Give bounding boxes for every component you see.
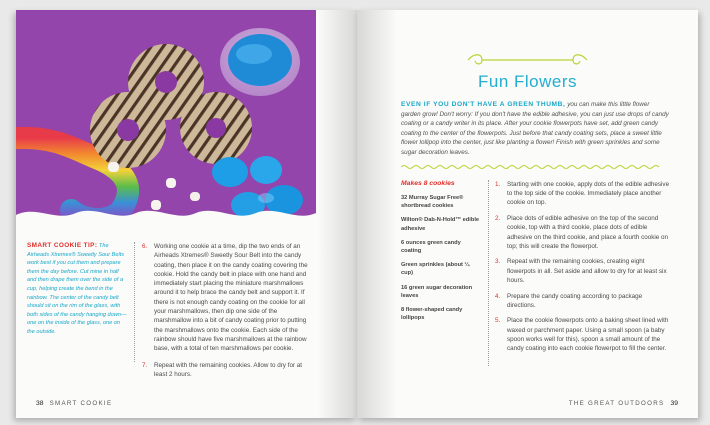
- step-item: [495, 257, 671, 285]
- page-number: 39: [670, 400, 678, 407]
- ingredient-item: 6 ounces green candy coating: [401, 239, 461, 255]
- ingredient-item: 16 green sugar decoration leaves: [401, 284, 473, 299]
- step-item: [495, 214, 671, 251]
- wavy-divider: [401, 164, 663, 170]
- recipe-intro: [401, 100, 669, 158]
- step-number: 2.: [495, 215, 501, 223]
- step-item: [142, 242, 310, 354]
- step-number: 6.: [142, 243, 148, 250]
- recipe-title: Fun Flowers: [477, 72, 578, 91]
- left-page: [16, 10, 357, 418]
- smart-cookie-tip: [27, 242, 127, 337]
- step-text: Repeat with the remaining cookies, creating eight flowerpots in all. Set aside and allow to dry for at least six hours.: [507, 258, 667, 284]
- recipe-yield: Makes 8 cookies: [401, 180, 455, 187]
- step-item: [495, 292, 671, 310]
- tip-title: SMART COOKIE TIP:: [27, 242, 98, 249]
- steps-list-left: [142, 242, 310, 386]
- intro-text: you can make this little flower garden grow! Don't worry: If you don't have the edible adhesive, you can just use drops of candy coating or a candy writer in its place. After your cookie flowerpots have set, add green candy coating to the center of the flowerpots. Just before that candy coating sets, place a sweet little flower lollipop into the center, just like planting a flower! Finish with green sprinkles and some sugar decoration leaves.: [401, 101, 669, 156]
- running-head: SMART COOKIE: [49, 400, 113, 407]
- book-spread: [16, 10, 698, 418]
- step-item: [495, 316, 671, 353]
- step-item: [142, 361, 310, 380]
- step-number: 3.: [495, 258, 501, 266]
- intro-lead: EVEN IF YOU DON'T HAVE A GREEN THUMB,: [401, 101, 566, 108]
- tip-text: The Airheads Xtremes® Sweetly Sour Belts work best if you cut them and prepare them the day before. Cut mine in half and then drape them over the side of a cup, helping create the bend in the rainbow. The center of the candy belt should sit on the rim of the glass, with both sides of the candy hanging down—one on the inside of the glass, one on the outside.: [27, 243, 127, 335]
- page-number: 38: [36, 400, 44, 407]
- step-text: Prepare the candy coating according to package directions.: [507, 292, 643, 309]
- column-divider: [134, 242, 135, 362]
- folio-left: [30, 400, 112, 407]
- gutter-shadow: [317, 10, 357, 418]
- step-number: 4.: [495, 292, 501, 300]
- ingredients-list: [401, 194, 481, 328]
- step-number: 7.: [142, 361, 148, 369]
- cookie-photo: [16, 10, 316, 225]
- step-number: 5.: [495, 317, 501, 325]
- step-text: Starting with one cookie, apply dots of the edible adhesive to the top side of the cookie. Immediately place another cookie on top.: [507, 181, 670, 207]
- ingredient-item: Wilton® Dab-N-Hold™ edible adhesive: [401, 217, 480, 232]
- ingredient-item: Green sprinkles (about ¼ cup): [401, 262, 470, 277]
- column-divider: [488, 180, 489, 366]
- step-item: [495, 180, 671, 208]
- right-page: [357, 10, 698, 418]
- step-number: 1.: [495, 181, 501, 188]
- folio-right: [569, 400, 684, 407]
- step-text: Working one cookie at a time, dip the two ends of an Airheads Xtremes® Sweetly Sour Belt into the candy coating, then place it on the candy coating covering the cookie. Hold the candy belt in place with one hand and immediately start placing the miniature marshmallows around it to help brace the candy belt and support it. If there is not enough candy coating on the cookie for all your marshmallows, then dip one side of the marshmallow into a bit of candy coating prior to putting the marshmallows onto the cookie. Each side of the rainbow should have five marshmallows at the rainbow base, with a total of ten marshmallows per cookie.: [154, 243, 308, 353]
- ingredient-item: 8 flower-shaped candy lollipops: [401, 307, 463, 322]
- flourish-ornament: [466, 52, 589, 68]
- step-text: Repeat with the remaining cookies. Allow to dry for at least 2 hours.: [154, 361, 303, 378]
- step-text: Place dots of edible adhesive on the top of the second cookie, top with a third cookie, place dots of edible adhesive on the third cookie, and place a fourth cookie on top; this will create the flowerpot.: [507, 215, 669, 250]
- step-text: Place the cookie flowerpots onto a baking sheet lined with waxed or parchment paper. Using a small spoon (a baby spoon works well for this), spoon a small amount of the candy coating into each cookie flowerpot to fill the center.: [507, 317, 669, 353]
- running-head: THE GREAT OUTDOORS: [568, 400, 665, 407]
- steps-list-right: [495, 180, 671, 360]
- ingredient-item: 32 Murray Sugar Free® shortbread cookies: [401, 195, 464, 210]
